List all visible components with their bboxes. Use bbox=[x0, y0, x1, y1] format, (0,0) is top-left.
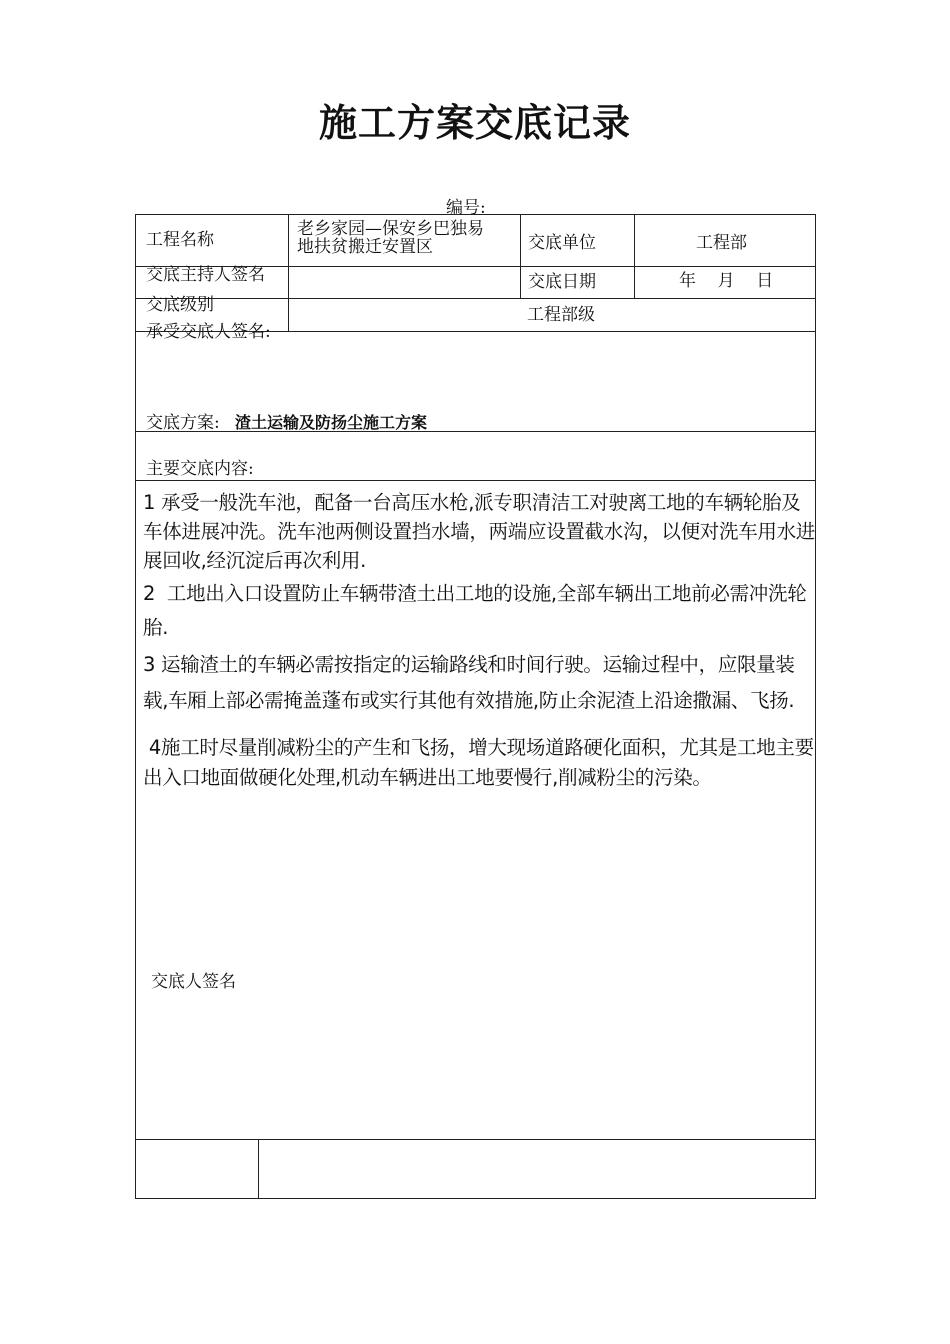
column-divider bbox=[258, 1139, 259, 1199]
project-name-line2: 地扶贫搬迁安置区 bbox=[297, 237, 433, 257]
receiver-sign-label: 承受交底人签名: bbox=[146, 322, 271, 342]
plan-label: 交底方案: bbox=[146, 413, 220, 433]
project-name-line1: 老乡家园—保安乡巴独易 bbox=[297, 219, 484, 239]
row-divider bbox=[136, 480, 815, 481]
unit-label: 交底单位 bbox=[528, 233, 596, 253]
content-paragraph-4: 4施工时尽量削减粉尘的产生和飞扬，增大现场道路硬化面积，尤其是工地主要出入口地面做硬化处理,机动车辆进出工地要慢行,削减粉尘的污染。 bbox=[143, 736, 814, 789]
level-label: 交底级别 bbox=[146, 295, 214, 315]
content-label: 主要交底内容: bbox=[146, 459, 254, 479]
serial-label: 编号: bbox=[446, 198, 486, 218]
project-name-label: 工程名称 bbox=[146, 230, 214, 250]
handover-content bbox=[143, 488, 815, 793]
presenter-sign-label: 交底人签名 bbox=[151, 972, 236, 992]
date-value: 年 月 日 bbox=[679, 271, 774, 291]
level-value: 工程部级 bbox=[527, 305, 595, 325]
document-title: 施工方案交底记录 bbox=[318, 100, 631, 145]
unit-value: 工程部 bbox=[696, 233, 747, 253]
column-divider bbox=[634, 215, 635, 298]
content-paragraph-2: 2 工地出入口设置防止车辆带渣土出工地的设施,全部车辆出工地前必需冲洗轮胎. bbox=[143, 582, 807, 639]
plan-value: 渣土运输及防扬尘施工方案 bbox=[235, 413, 428, 432]
column-divider bbox=[520, 215, 521, 298]
row-divider bbox=[136, 298, 815, 299]
row-divider bbox=[136, 1139, 815, 1140]
content-paragraph-3: 3 运输渣土的车辆必需按指定的运输路线和时间行驶。运输过程中，应限量装载,车厢上部必需掩盖蓬布或实行其他有效措施,防止余泥渣上沿途撒漏、飞扬. bbox=[143, 653, 795, 712]
content-paragraph-1: 1 承受一般洗车池，配备一台高压水枪,派专职清洁工对驶离工地的车辆轮胎及车体进展冲洗。洗车池两侧设置挡水墙，两端应设置截水沟，以便对洗车用水进展回收,经沉淀后再次利用. bbox=[143, 491, 816, 572]
host-sign-label: 交底主持人签名 bbox=[146, 265, 265, 285]
column-divider bbox=[288, 215, 289, 331]
date-label: 交底日期 bbox=[528, 272, 596, 292]
